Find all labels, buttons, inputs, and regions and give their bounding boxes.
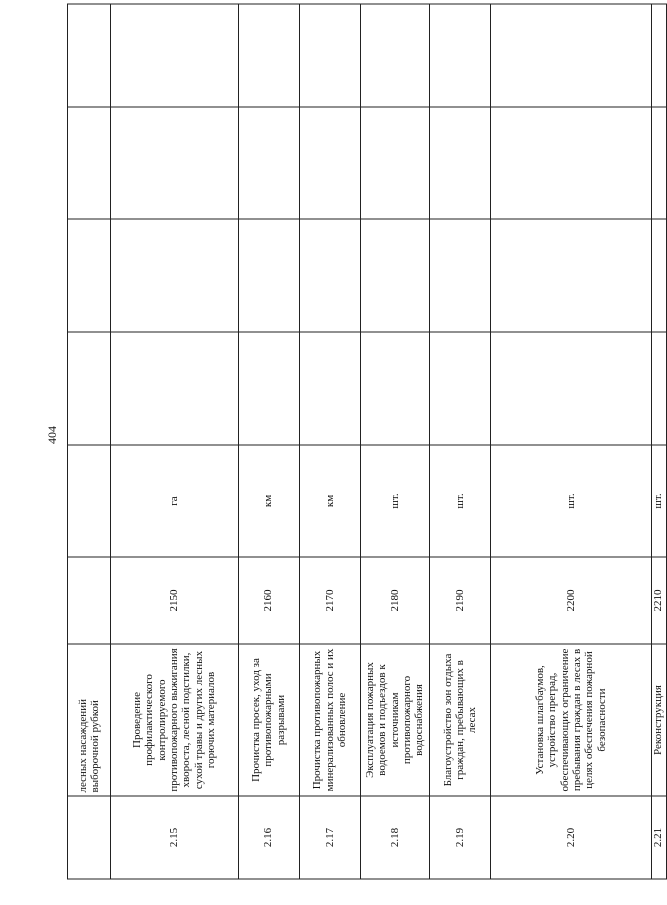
row-number-cell: 2.18	[360, 796, 429, 879]
unit-cell: шт.	[491, 445, 652, 557]
value-cell	[110, 219, 238, 332]
row-number-cell: 2.19	[429, 796, 490, 879]
unit-cell: км	[299, 445, 360, 557]
table-row	[68, 4, 111, 879]
unit-cell: га	[110, 445, 238, 557]
rotated-table-container	[67, 5, 667, 880]
row-code-cell: 2190	[429, 557, 490, 644]
value-cell	[299, 107, 360, 219]
value-cell	[360, 4, 429, 107]
table-row	[110, 4, 238, 879]
row-code-cell: 2160	[238, 557, 299, 644]
row-number-cell: 2.17	[299, 796, 360, 879]
value-cell	[68, 4, 111, 107]
measure-name-cell: Реконструкция	[651, 644, 666, 796]
fire-safety-measures-table	[67, 4, 667, 880]
value-cell	[491, 4, 652, 107]
value-cell	[68, 219, 111, 332]
value-cell	[651, 4, 666, 107]
value-cell	[110, 332, 238, 445]
value-cell	[110, 4, 238, 107]
table-row	[238, 4, 299, 879]
value-cell	[651, 332, 666, 445]
row-code-cell: 2150	[110, 557, 238, 644]
unit-cell: шт.	[429, 445, 490, 557]
value-cell	[429, 219, 490, 332]
row-code-cell: 2180	[360, 557, 429, 644]
table-row	[651, 4, 666, 879]
table-row	[429, 4, 490, 879]
value-cell	[360, 219, 429, 332]
row-code-cell: 2200	[491, 557, 652, 644]
page-number: 404	[45, 426, 59, 444]
table-row	[360, 4, 429, 879]
row-code-cell: 2210	[651, 557, 666, 644]
measure-name-cell: Прочистка просек, уход за противопожарными разрывами	[238, 644, 299, 796]
measure-name-cell: Прочистка противопожарных минерализованных полос и их обновление	[299, 644, 360, 796]
measure-name-cell: Проведение профилактического контролируемого противопожарного выжигания хвороста, лесной подстилки, сухой травы и других лесных горючих материалов	[110, 644, 238, 796]
value-cell	[238, 4, 299, 107]
measure-name-cell: Установка шлагбаумов, устройство преград, обеспечивающих ограничение пребывания граждан в лесах в целях обеспечения пожарной безопасности	[491, 644, 652, 796]
row-number-cell	[68, 796, 111, 879]
value-cell	[491, 219, 652, 332]
row-number-cell: 2.20	[491, 796, 652, 879]
value-cell	[360, 107, 429, 219]
value-cell	[68, 107, 111, 219]
value-cell	[299, 332, 360, 445]
value-cell	[491, 332, 652, 445]
value-cell	[299, 4, 360, 107]
table-row	[299, 4, 360, 879]
value-cell	[110, 107, 238, 219]
value-cell	[238, 219, 299, 332]
value-cell	[651, 219, 666, 332]
value-cell	[491, 107, 652, 219]
value-cell	[429, 107, 490, 219]
row-number-cell: 2.16	[238, 796, 299, 879]
value-cell	[429, 332, 490, 445]
row-number-cell: 2.21	[651, 796, 666, 879]
value-cell	[299, 219, 360, 332]
value-cell	[238, 332, 299, 445]
unit-cell: шт.	[360, 445, 429, 557]
value-cell	[429, 4, 490, 107]
row-number-cell: 2.15	[110, 796, 238, 879]
value-cell	[238, 107, 299, 219]
table-row	[491, 4, 652, 879]
unit-cell	[68, 445, 111, 557]
value-cell	[68, 332, 111, 445]
value-cell	[651, 107, 666, 219]
unit-cell: шт.	[651, 445, 666, 557]
row-code-cell	[68, 557, 111, 644]
unit-cell: км	[238, 445, 299, 557]
value-cell	[360, 332, 429, 445]
measure-name-cell: лесных насаждений выборочной рубкой	[68, 644, 111, 796]
measure-name-cell: Благоустройство зон отдыха граждан, пребывающих в лесах	[429, 644, 490, 796]
row-code-cell: 2170	[299, 557, 360, 644]
measure-name-cell: Эксплуатация пожарных водоемов и подъездов к источникам противопожарного водоснабжения	[360, 644, 429, 796]
